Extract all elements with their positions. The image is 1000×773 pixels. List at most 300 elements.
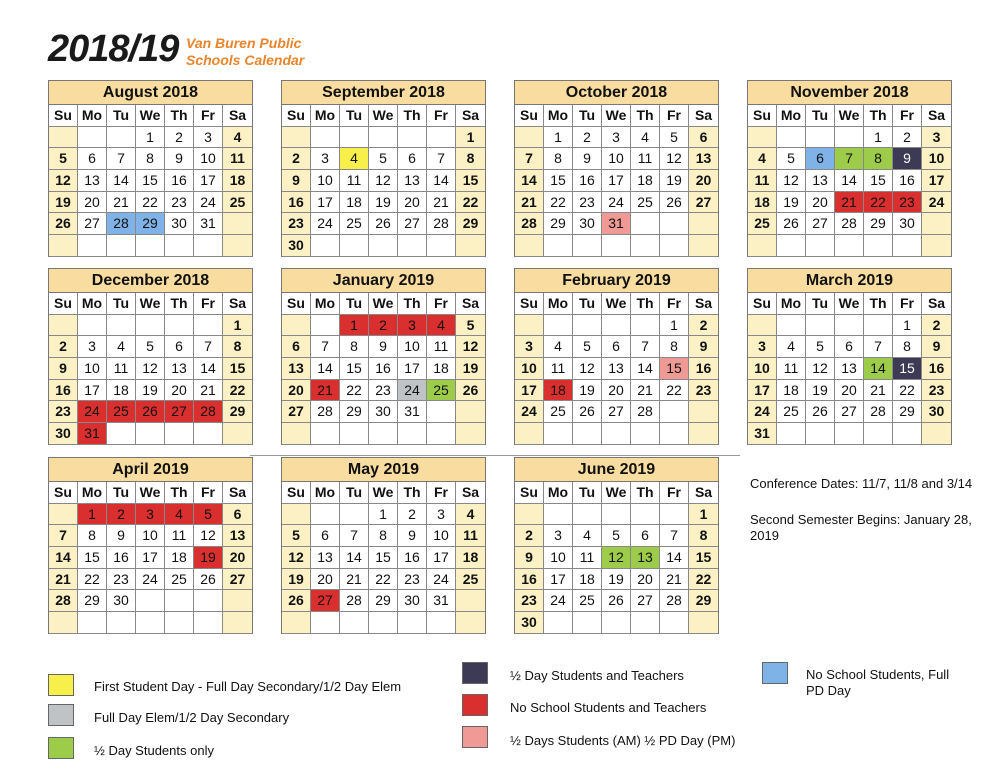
month-title: November 2018 xyxy=(748,81,951,105)
day-of-week-header: Tu xyxy=(340,293,369,315)
day-of-week-header: Th xyxy=(631,105,660,127)
day-cell: 2 xyxy=(49,336,78,358)
day-of-week-header: Tu xyxy=(573,105,602,127)
day-cell: 16 xyxy=(369,358,398,380)
day-cell: 22 xyxy=(864,192,893,214)
day-cell: 9 xyxy=(49,358,78,380)
day-cell: 24 xyxy=(78,401,107,423)
day-cell: 28 xyxy=(631,401,660,423)
day-cell: 21 xyxy=(340,569,369,591)
empty-day-cell xyxy=(689,235,718,257)
day-cell: 24 xyxy=(311,213,340,235)
notes xyxy=(750,476,980,564)
day-cell: 11 xyxy=(427,336,456,358)
empty-day-cell xyxy=(78,127,107,149)
day-cell: 9 xyxy=(282,170,311,192)
day-cell: 11 xyxy=(340,170,369,192)
day-cell: 23 xyxy=(107,569,136,591)
empty-day-cell xyxy=(456,590,485,612)
day-cell: 7 xyxy=(660,525,689,547)
day-cell: 4 xyxy=(456,504,485,526)
day-cell: 29 xyxy=(340,401,369,423)
day-of-week-header: Fr xyxy=(427,293,456,315)
day-cell: 10 xyxy=(515,358,544,380)
day-cell: 15 xyxy=(689,547,718,569)
day-cell: 29 xyxy=(369,590,398,612)
day-of-week-header: Sa xyxy=(456,105,485,127)
day-cell: 6 xyxy=(165,336,194,358)
empty-day-cell xyxy=(136,590,165,612)
day-cell: 15 xyxy=(456,170,485,192)
day-cell: 17 xyxy=(194,170,223,192)
empty-day-cell xyxy=(282,315,311,337)
day-cell: 24 xyxy=(427,569,456,591)
empty-day-cell xyxy=(427,401,456,423)
month-5 xyxy=(48,268,253,445)
empty-day-cell xyxy=(515,315,544,337)
day-cell: 22 xyxy=(369,569,398,591)
empty-day-cell xyxy=(165,612,194,634)
empty-day-cell xyxy=(456,401,485,423)
empty-day-cell xyxy=(893,235,922,257)
day-cell: 21 xyxy=(835,192,864,214)
day-cell: 10 xyxy=(136,525,165,547)
day-cell: 6 xyxy=(602,336,631,358)
day-cell: 3 xyxy=(544,525,573,547)
day-of-week-header: Sa xyxy=(456,293,485,315)
empty-day-cell xyxy=(689,612,718,634)
day-cell: 3 xyxy=(78,336,107,358)
empty-day-cell xyxy=(660,423,689,445)
empty-day-cell xyxy=(165,590,194,612)
month-grid xyxy=(282,482,485,634)
day-of-week-header: Su xyxy=(49,482,78,504)
day-cell: 26 xyxy=(573,401,602,423)
empty-day-cell xyxy=(369,127,398,149)
empty-day-cell xyxy=(136,235,165,257)
day-of-week-header: Sa xyxy=(689,105,718,127)
day-cell: 7 xyxy=(631,336,660,358)
empty-day-cell xyxy=(136,423,165,445)
empty-day-cell xyxy=(223,213,252,235)
day-cell: 27 xyxy=(806,213,835,235)
day-cell: 23 xyxy=(893,192,922,214)
day-cell: 15 xyxy=(369,547,398,569)
day-of-week-header: Mo xyxy=(544,105,573,127)
empty-day-cell xyxy=(282,612,311,634)
day-of-week-header: Su xyxy=(49,293,78,315)
day-cell: 10 xyxy=(922,148,951,170)
day-cell: 4 xyxy=(223,127,252,149)
day-of-week-header: Th xyxy=(864,105,893,127)
day-cell: 10 xyxy=(311,170,340,192)
day-cell: 25 xyxy=(777,401,806,423)
empty-day-cell xyxy=(515,504,544,526)
day-cell: 17 xyxy=(78,380,107,402)
day-cell: 1 xyxy=(864,127,893,149)
day-cell: 24 xyxy=(544,590,573,612)
day-cell: 13 xyxy=(835,358,864,380)
empty-day-cell xyxy=(922,423,951,445)
day-cell: 30 xyxy=(49,423,78,445)
empty-day-cell xyxy=(311,315,340,337)
day-cell: 3 xyxy=(427,504,456,526)
day-cell: 26 xyxy=(660,192,689,214)
empty-day-cell xyxy=(49,315,78,337)
empty-day-cell xyxy=(340,235,369,257)
day-cell: 2 xyxy=(282,148,311,170)
day-cell: 25 xyxy=(544,401,573,423)
month-title: April 2019 xyxy=(49,458,252,482)
month-3 xyxy=(514,80,719,257)
day-cell: 27 xyxy=(78,213,107,235)
day-cell: 2 xyxy=(398,504,427,526)
day-cell: 11 xyxy=(223,148,252,170)
day-cell: 13 xyxy=(311,547,340,569)
day-of-week-header: Mo xyxy=(777,105,806,127)
day-cell: 16 xyxy=(922,358,951,380)
day-cell: 5 xyxy=(456,315,485,337)
empty-day-cell xyxy=(398,235,427,257)
day-of-week-header: Mo xyxy=(544,482,573,504)
day-cell: 10 xyxy=(748,358,777,380)
month-grid xyxy=(515,482,718,634)
empty-day-cell xyxy=(544,423,573,445)
day-cell: 17 xyxy=(544,569,573,591)
day-of-week-header: Fr xyxy=(893,293,922,315)
day-cell: 26 xyxy=(602,590,631,612)
day-of-week-header: Su xyxy=(49,105,78,127)
empty-day-cell xyxy=(165,423,194,445)
empty-day-cell xyxy=(427,127,456,149)
day-cell: 23 xyxy=(689,380,718,402)
empty-day-cell xyxy=(456,235,485,257)
day-cell: 22 xyxy=(544,192,573,214)
day-of-week-header: Th xyxy=(165,105,194,127)
day-cell: 20 xyxy=(311,569,340,591)
day-cell: 12 xyxy=(136,358,165,380)
day-cell: 6 xyxy=(398,148,427,170)
month-grid xyxy=(282,105,485,257)
day-cell: 3 xyxy=(311,148,340,170)
day-of-week-header: We xyxy=(136,105,165,127)
day-cell: 29 xyxy=(544,213,573,235)
day-cell: 28 xyxy=(427,213,456,235)
day-cell: 18 xyxy=(631,170,660,192)
legend-swatch-navy xyxy=(462,662,488,684)
day-cell: 15 xyxy=(136,170,165,192)
day-cell: 9 xyxy=(893,148,922,170)
empty-day-cell xyxy=(660,213,689,235)
day-cell: 5 xyxy=(573,336,602,358)
day-cell: 13 xyxy=(78,170,107,192)
empty-day-cell xyxy=(748,315,777,337)
legend-swatch-gray xyxy=(48,704,74,726)
month-9 xyxy=(48,457,253,634)
day-cell: 8 xyxy=(544,148,573,170)
day-cell: 28 xyxy=(49,590,78,612)
day-of-week-header: Fr xyxy=(194,105,223,127)
day-cell: 22 xyxy=(340,380,369,402)
day-cell: 16 xyxy=(107,547,136,569)
day-of-week-header: Th xyxy=(398,482,427,504)
day-cell: 17 xyxy=(398,358,427,380)
day-cell: 10 xyxy=(78,358,107,380)
day-of-week-header: Fr xyxy=(660,482,689,504)
day-cell: 12 xyxy=(194,525,223,547)
day-cell: 8 xyxy=(893,336,922,358)
empty-day-cell xyxy=(78,612,107,634)
day-cell: 13 xyxy=(602,358,631,380)
month-10 xyxy=(281,457,486,634)
month-7 xyxy=(514,268,719,445)
day-of-week-header: Tu xyxy=(573,482,602,504)
day-cell: 3 xyxy=(922,127,951,149)
day-cell: 26 xyxy=(194,569,223,591)
day-cell: 29 xyxy=(223,401,252,423)
empty-day-cell xyxy=(777,423,806,445)
empty-day-cell xyxy=(340,127,369,149)
month-title: September 2018 xyxy=(282,81,485,105)
empty-day-cell xyxy=(107,612,136,634)
day-of-week-header: We xyxy=(136,293,165,315)
empty-day-cell xyxy=(194,612,223,634)
empty-day-cell xyxy=(835,423,864,445)
day-cell: 7 xyxy=(340,525,369,547)
empty-day-cell xyxy=(602,235,631,257)
day-cell: 22 xyxy=(136,192,165,214)
day-cell: 23 xyxy=(398,569,427,591)
day-cell: 28 xyxy=(660,590,689,612)
day-cell: 23 xyxy=(515,590,544,612)
day-of-week-header: Th xyxy=(165,293,194,315)
day-cell: 30 xyxy=(922,401,951,423)
day-cell: 1 xyxy=(78,504,107,526)
empty-day-cell xyxy=(194,235,223,257)
day-cell: 26 xyxy=(777,213,806,235)
day-cell: 13 xyxy=(806,170,835,192)
day-cell: 4 xyxy=(340,148,369,170)
day-cell: 7 xyxy=(427,148,456,170)
empty-day-cell xyxy=(689,423,718,445)
day-cell: 2 xyxy=(515,525,544,547)
legend-label-pink: ½ Days Students (AM) ½ PD Day (PM) xyxy=(510,733,736,748)
month-grid xyxy=(49,105,252,257)
day-cell: 6 xyxy=(631,525,660,547)
divider-line xyxy=(250,455,740,456)
day-of-week-header: Sa xyxy=(689,293,718,315)
day-cell: 4 xyxy=(631,127,660,149)
day-cell: 22 xyxy=(660,380,689,402)
day-cell: 19 xyxy=(369,192,398,214)
day-cell: 17 xyxy=(922,170,951,192)
day-cell: 20 xyxy=(806,192,835,214)
day-cell: 29 xyxy=(864,213,893,235)
day-cell: 29 xyxy=(456,213,485,235)
day-cell: 8 xyxy=(223,336,252,358)
day-cell: 26 xyxy=(806,401,835,423)
day-cell: 12 xyxy=(456,336,485,358)
day-cell: 5 xyxy=(660,127,689,149)
day-cell: 26 xyxy=(282,590,311,612)
day-cell: 12 xyxy=(806,358,835,380)
legend-swatch-yellow xyxy=(48,674,74,696)
day-cell: 9 xyxy=(573,148,602,170)
empty-day-cell xyxy=(573,504,602,526)
day-cell: 4 xyxy=(165,504,194,526)
empty-day-cell xyxy=(573,612,602,634)
day-cell: 3 xyxy=(194,127,223,149)
empty-day-cell xyxy=(864,423,893,445)
day-of-week-header: Mo xyxy=(311,105,340,127)
day-cell: 18 xyxy=(223,170,252,192)
day-cell: 1 xyxy=(340,315,369,337)
legend-label-navy: ½ Day Students and Teachers xyxy=(510,668,684,683)
day-cell: 27 xyxy=(835,401,864,423)
empty-day-cell xyxy=(165,315,194,337)
day-cell: 25 xyxy=(631,192,660,214)
day-cell: 2 xyxy=(573,127,602,149)
day-cell: 28 xyxy=(835,213,864,235)
day-cell: 9 xyxy=(515,547,544,569)
empty-day-cell xyxy=(223,423,252,445)
month-grid xyxy=(748,105,951,257)
legend-swatch-red xyxy=(462,694,488,716)
month-8 xyxy=(747,268,952,445)
day-cell: 15 xyxy=(340,358,369,380)
empty-day-cell xyxy=(107,127,136,149)
day-of-week-header: Mo xyxy=(78,105,107,127)
day-cell: 7 xyxy=(311,336,340,358)
empty-day-cell xyxy=(311,235,340,257)
day-cell: 5 xyxy=(777,148,806,170)
day-cell: 3 xyxy=(602,127,631,149)
day-cell: 22 xyxy=(78,569,107,591)
empty-day-cell xyxy=(777,315,806,337)
empty-day-cell xyxy=(689,213,718,235)
legend-swatch-pink xyxy=(462,726,488,748)
day-cell: 2 xyxy=(369,315,398,337)
empty-day-cell xyxy=(806,235,835,257)
empty-day-cell xyxy=(660,504,689,526)
day-cell: 20 xyxy=(689,170,718,192)
day-cell: 22 xyxy=(893,380,922,402)
day-cell: 25 xyxy=(573,590,602,612)
day-cell: 15 xyxy=(893,358,922,380)
month-grid xyxy=(748,293,951,445)
empty-day-cell xyxy=(78,235,107,257)
semester-note: Second Semester Begins: January 28, 2019 xyxy=(750,512,972,543)
day-cell: 20 xyxy=(602,380,631,402)
day-cell: 26 xyxy=(369,213,398,235)
day-cell: 30 xyxy=(369,401,398,423)
day-cell: 1 xyxy=(689,504,718,526)
day-cell: 20 xyxy=(398,192,427,214)
empty-day-cell xyxy=(806,315,835,337)
empty-day-cell xyxy=(340,612,369,634)
empty-day-cell xyxy=(602,315,631,337)
empty-day-cell xyxy=(893,423,922,445)
day-of-week-header: Su xyxy=(748,105,777,127)
day-of-week-header: Su xyxy=(515,482,544,504)
empty-day-cell xyxy=(689,401,718,423)
month-title: June 2019 xyxy=(515,458,718,482)
day-cell: 1 xyxy=(136,127,165,149)
day-cell: 5 xyxy=(282,525,311,547)
day-of-week-header: Fr xyxy=(194,293,223,315)
day-cell: 17 xyxy=(136,547,165,569)
day-cell: 31 xyxy=(398,401,427,423)
day-cell: 19 xyxy=(194,547,223,569)
month-grid xyxy=(515,105,718,257)
day-cell: 19 xyxy=(806,380,835,402)
day-cell: 5 xyxy=(194,504,223,526)
day-cell: 6 xyxy=(689,127,718,149)
day-cell: 16 xyxy=(398,547,427,569)
day-cell: 9 xyxy=(398,525,427,547)
empty-day-cell xyxy=(369,612,398,634)
day-cell: 8 xyxy=(369,525,398,547)
day-cell: 13 xyxy=(398,170,427,192)
day-cell: 21 xyxy=(311,380,340,402)
month-title: March 2019 xyxy=(748,269,951,293)
empty-day-cell xyxy=(369,235,398,257)
empty-day-cell xyxy=(223,612,252,634)
day-cell: 23 xyxy=(282,213,311,235)
day-cell: 18 xyxy=(573,569,602,591)
day-cell: 8 xyxy=(660,336,689,358)
empty-day-cell xyxy=(340,423,369,445)
day-cell: 19 xyxy=(660,170,689,192)
day-of-week-header: Sa xyxy=(689,482,718,504)
day-cell: 16 xyxy=(515,569,544,591)
day-cell: 4 xyxy=(107,336,136,358)
empty-day-cell xyxy=(311,127,340,149)
day-of-week-header: We xyxy=(369,482,398,504)
day-of-week-header: Su xyxy=(282,293,311,315)
day-of-week-header: Su xyxy=(282,482,311,504)
empty-day-cell xyxy=(515,127,544,149)
empty-day-cell xyxy=(398,127,427,149)
day-cell: 23 xyxy=(165,192,194,214)
day-cell: 17 xyxy=(311,192,340,214)
day-cell: 12 xyxy=(573,358,602,380)
day-cell: 4 xyxy=(427,315,456,337)
day-cell: 28 xyxy=(311,401,340,423)
day-cell: 10 xyxy=(544,547,573,569)
day-cell: 7 xyxy=(107,148,136,170)
day-cell: 17 xyxy=(602,170,631,192)
empty-day-cell xyxy=(107,423,136,445)
day-cell: 9 xyxy=(689,336,718,358)
day-of-week-header: Fr xyxy=(660,293,689,315)
month-grid xyxy=(282,293,485,445)
empty-day-cell xyxy=(515,423,544,445)
day-of-week-header: Th xyxy=(398,105,427,127)
day-cell: 1 xyxy=(660,315,689,337)
day-cell: 8 xyxy=(689,525,718,547)
day-cell: 13 xyxy=(282,358,311,380)
day-of-week-header: Sa xyxy=(922,293,951,315)
month-grid xyxy=(49,293,252,445)
empty-day-cell xyxy=(107,315,136,337)
day-cell: 11 xyxy=(573,547,602,569)
day-cell: 25 xyxy=(748,213,777,235)
day-cell: 2 xyxy=(107,504,136,526)
day-of-week-header: Th xyxy=(398,293,427,315)
empty-day-cell xyxy=(602,504,631,526)
empty-day-cell xyxy=(136,612,165,634)
